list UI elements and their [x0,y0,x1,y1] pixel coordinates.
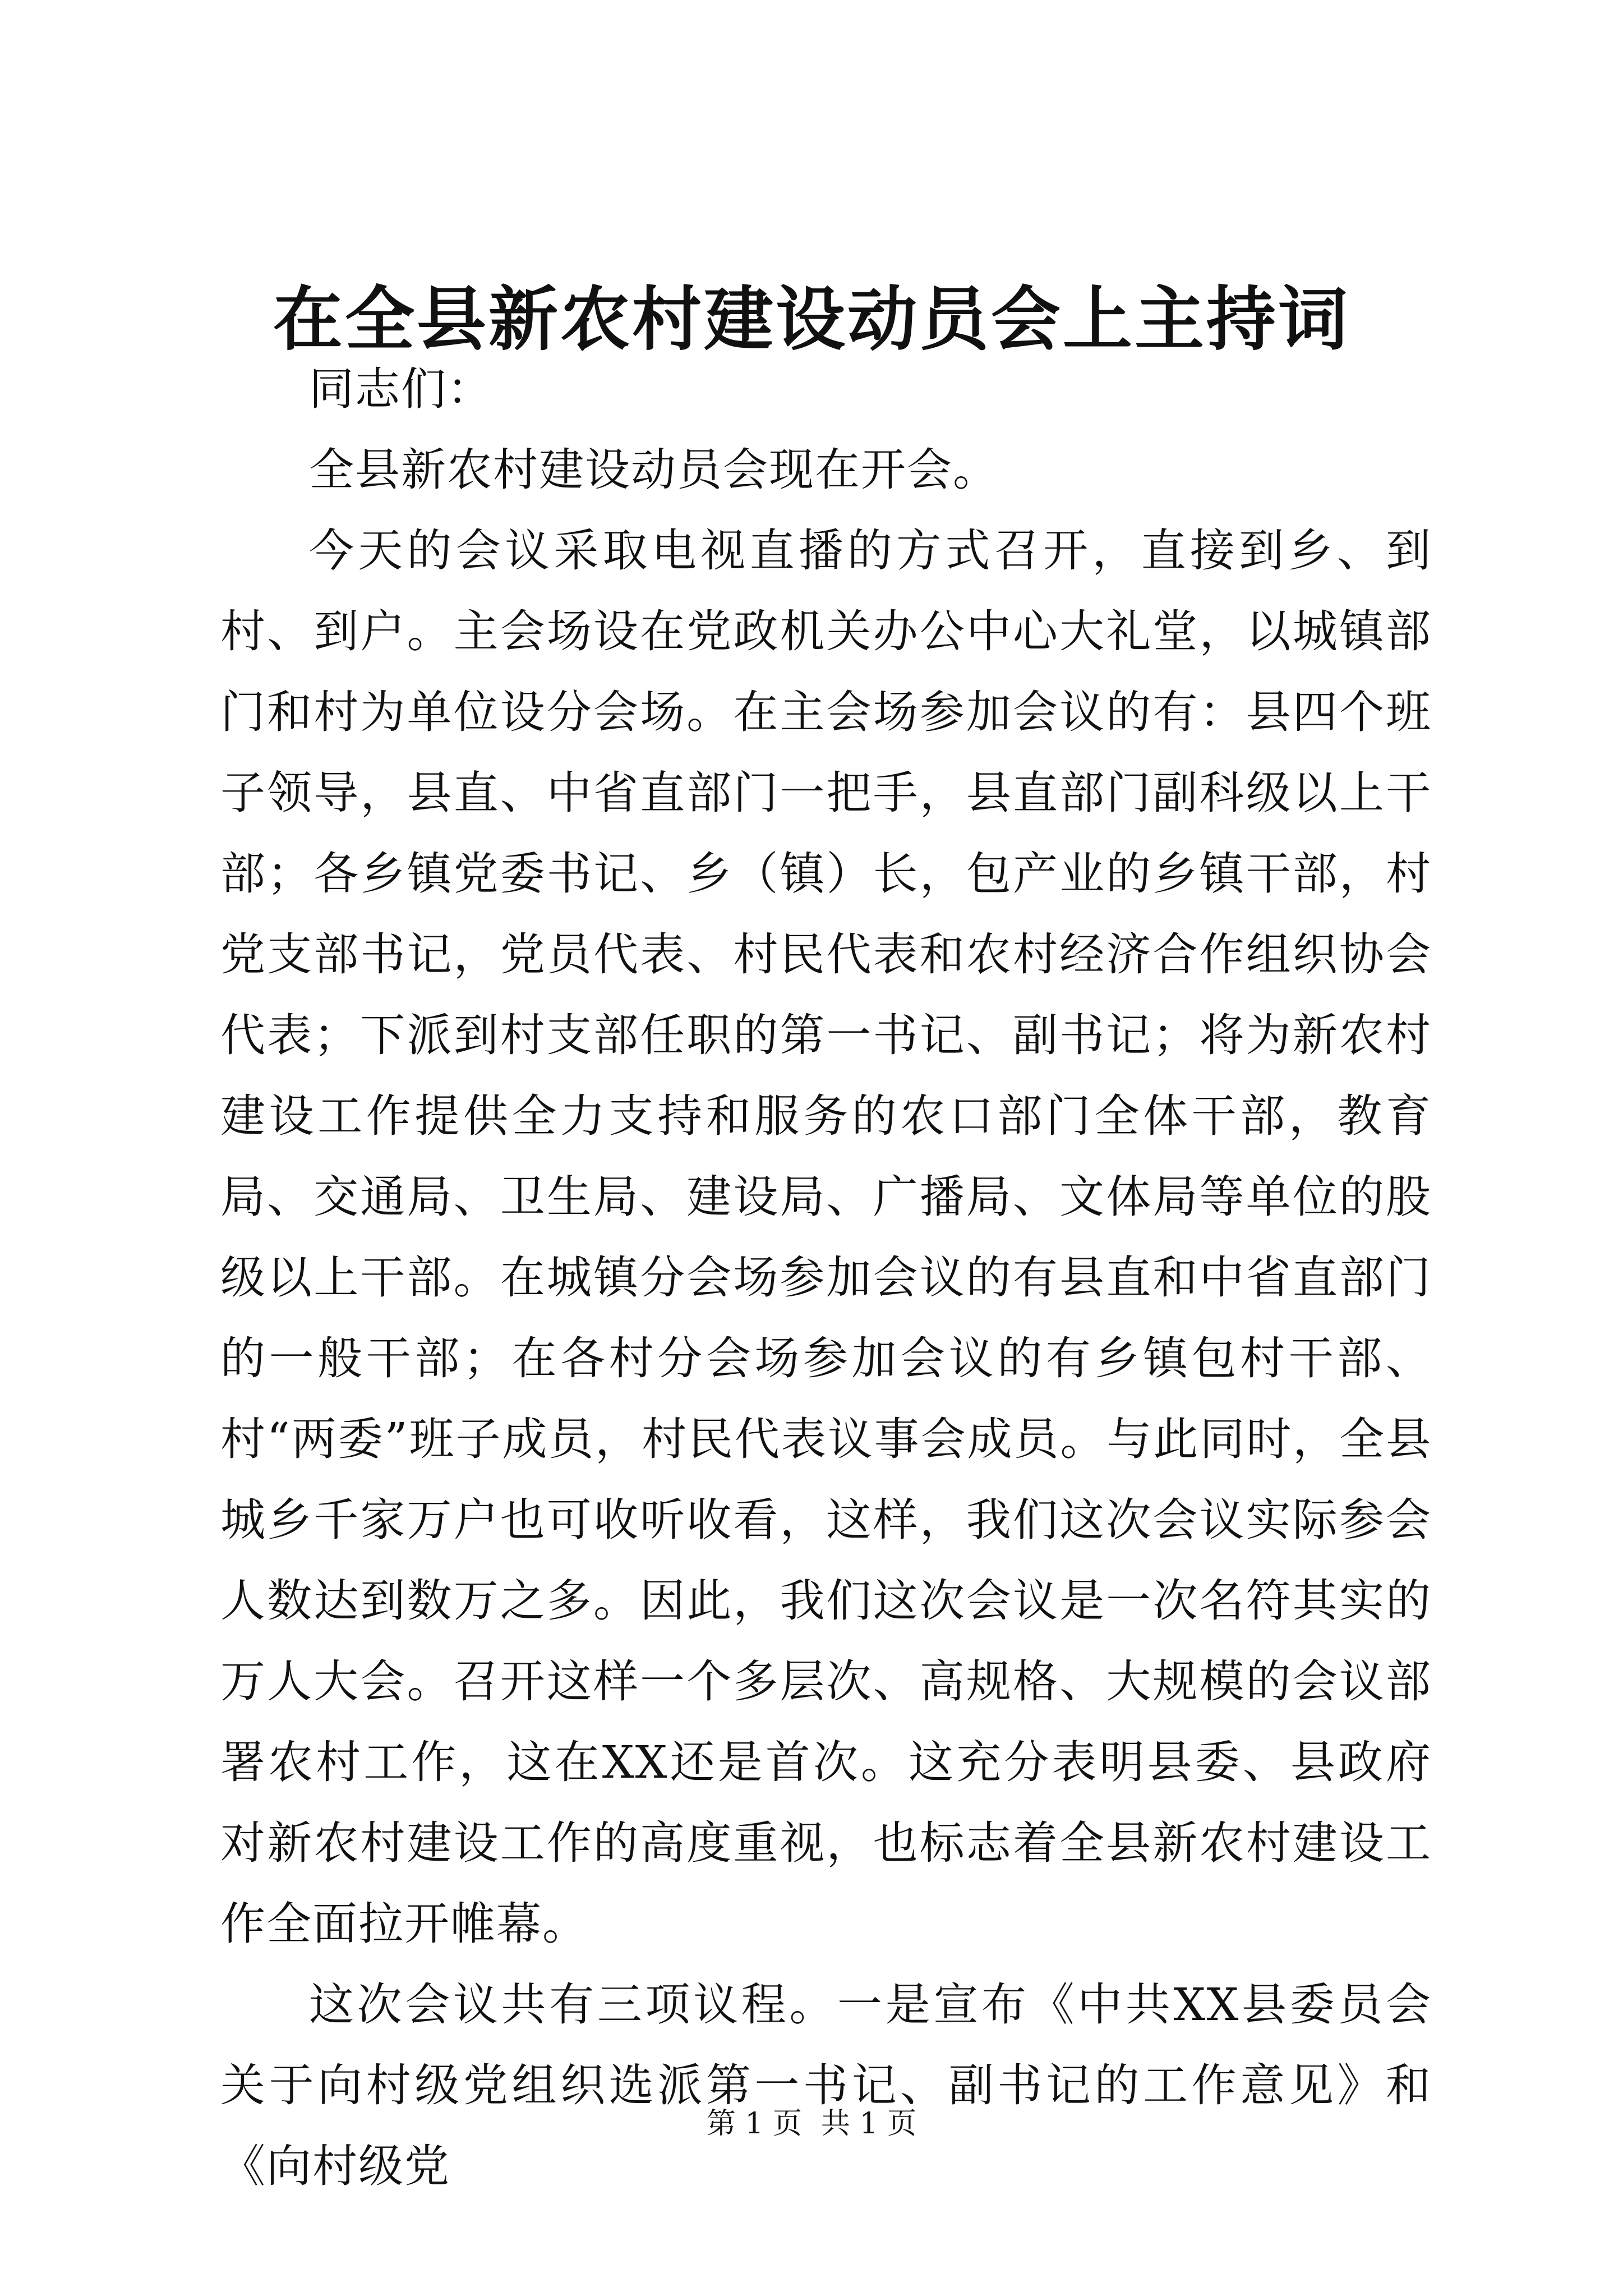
page-footer [0,2104,1623,2143]
paragraph-greeting: 同志们： [309,363,493,415]
paragraph-opening: 全县新农村建设动员会现在开会。 [309,444,999,496]
page-number: 第 1 页 [706,2107,802,2141]
document-title: 在全县新农村建设动员会上主持词 [273,279,1350,360]
paragraph-agenda: 这次会议共有三项议程。一是宣布《中共XX县委员会关于向村级党组织选派第一书记、副书记的工作意见》和《向村级党 [220,1978,1432,2192]
page-total: 共 1 页 [821,2107,917,2141]
paragraph-attendees: 今天的会议采取电视直播的方式召开，直接到乡、到村、到户。主会场设在党政机关办公中心大礼堂，以城镇部门和村为单位设分会场。在主会场参加会议的有：县四个班子领导，县直、中省直部门一把手，县直部门副科级以上干部；各乡镇党委书记、乡（镇）长，包产业的乡镇干部，村党支部书记，党员代表、村民代表和农村经济合作组织协会代表；下派到村支部任职的第一书记、副书记；将为新农村建设工作提供全力支持和服务的农口部门全体干部，教育局、交通局、卫生局、建设局、广播局、文体局等单位的股级以上干部。在城镇分会场参加会议的有县直和中省直部门的一般干部；在各村分会场参加会议的有乡镇包村干部、村“两委”班子成员，村民代表议事会成员。与此同时，全县城乡千家万户也可收听收看，这样，我们这次会议实际参会人数达到数万之多。因此，我们这次会议是一次名符其实的万人大会。召开这样一个多层次、高规格、大规模的会议部署农村工作，这在XX还是首次。这充分表明县委、县政府对新农村建设工作的高度重视，也标志着全县新农村建设工作全面拉开帷幕。 [220,524,1432,1950]
document-body [220,349,1432,2207]
